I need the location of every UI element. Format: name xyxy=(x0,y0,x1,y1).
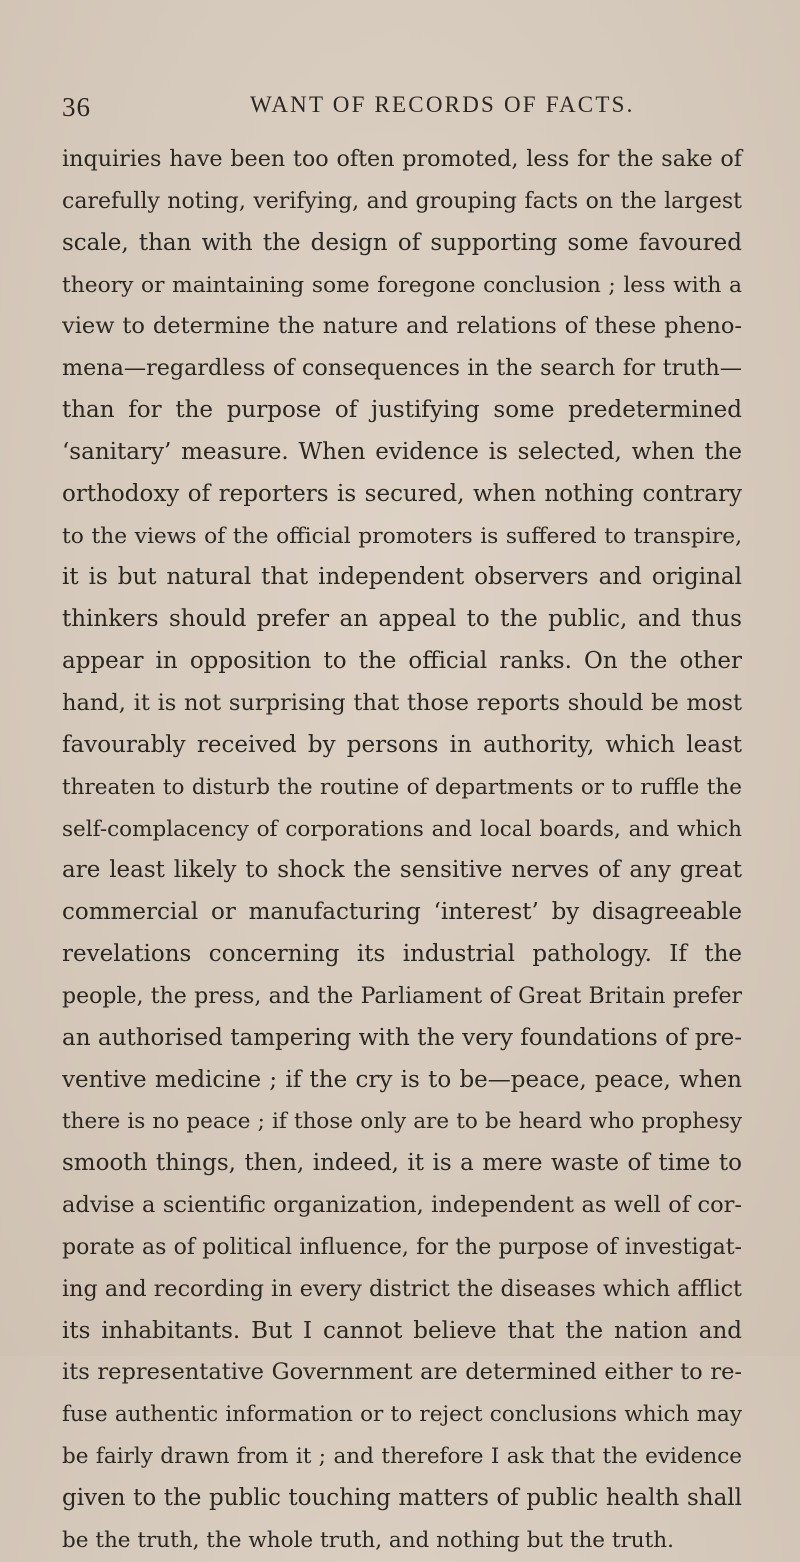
page-number: 36 xyxy=(62,92,91,122)
text-line: smooth things, then, indeed, it is a mere waste of time to xyxy=(62,1150,742,1177)
text-line: scale, than with the design of supporting some favoured xyxy=(62,229,742,256)
text-line: an authorised tampering with the very foundations of pre- xyxy=(62,1024,742,1051)
text-line: view to determine the nature and relations of these pheno- xyxy=(62,313,742,340)
running-head-title: WANT OF RECORDS OF FACTS. xyxy=(250,92,635,117)
text-line: inquiries have been too often promoted, less for the sake of xyxy=(62,146,742,172)
text-line: it is but natural that independent observers and original xyxy=(62,564,742,591)
running-head xyxy=(62,92,742,126)
text-line: theory or maintaining some foregone conclusion ; less with a xyxy=(62,272,742,298)
text-line: ventive medicine ; if the cry is to be—peace, peace, when xyxy=(62,1066,742,1093)
text-line: ing and recording in every district the diseases which afflict xyxy=(62,1275,742,1302)
text-line: to the views of the official promoters is suffered to transpire, xyxy=(62,523,742,549)
text-line: mena—regardless of consequences in the search for truth— xyxy=(62,355,742,382)
text-line: threaten to disturb the routine of departments or to ruffle the xyxy=(62,774,742,800)
text-line: favourably received by persons in authority, which least xyxy=(62,731,742,758)
text-line: people, the press, and the Parliament of Great Britain prefer xyxy=(62,983,742,1009)
text-line: porate as of political influence, for the purpose of investigat- xyxy=(62,1234,742,1260)
text-line: commercial or manufacturing ‘interest’ by disagreeable xyxy=(62,899,742,926)
text-line: self-complacency of corporations and local boards, and which xyxy=(62,816,742,842)
text-line: are least likely to shock the sensitive nerves of any great xyxy=(62,857,742,884)
body-paragraph xyxy=(62,139,742,1562)
text-line: hand, it is not surprising that those reports should be most xyxy=(62,689,742,716)
text-line: than for the purpose of justifying some predetermined xyxy=(62,397,742,424)
text-line-last: be the truth, the whole truth, and nothing but the truth. xyxy=(62,1527,674,1553)
text-line: its inhabitants. But I cannot believe that the nation and xyxy=(62,1317,742,1344)
text-line: fuse authentic information or to reject conclusions which may xyxy=(62,1402,742,1428)
text-line: its representative Government are determined either to re- xyxy=(62,1359,742,1386)
text-line: appear in opposition to the official ranks. On the other xyxy=(62,648,742,675)
text-line: orthodoxy of reporters is secured, when nothing contrary xyxy=(62,480,742,507)
text-line: there is no peace ; if those only are to be heard who prophesy xyxy=(62,1109,742,1135)
text-line: carefully noting, verifying, and grouping facts on the largest xyxy=(62,188,742,214)
text-line: given to the public touching matters of public health shall xyxy=(62,1485,742,1511)
text-line: advise a scientific organization, independent as well of cor- xyxy=(62,1192,742,1219)
text-line: thinkers should prefer an appeal to the public, and thus xyxy=(62,606,742,633)
text-line: revelations concerning its industrial pathology. If the xyxy=(62,941,742,968)
text-line: be fairly drawn from it ; and therefore I ask that the evidence xyxy=(62,1444,742,1470)
text-line: ‘sanitary’ measure. When evidence is selected, when the xyxy=(62,438,742,465)
